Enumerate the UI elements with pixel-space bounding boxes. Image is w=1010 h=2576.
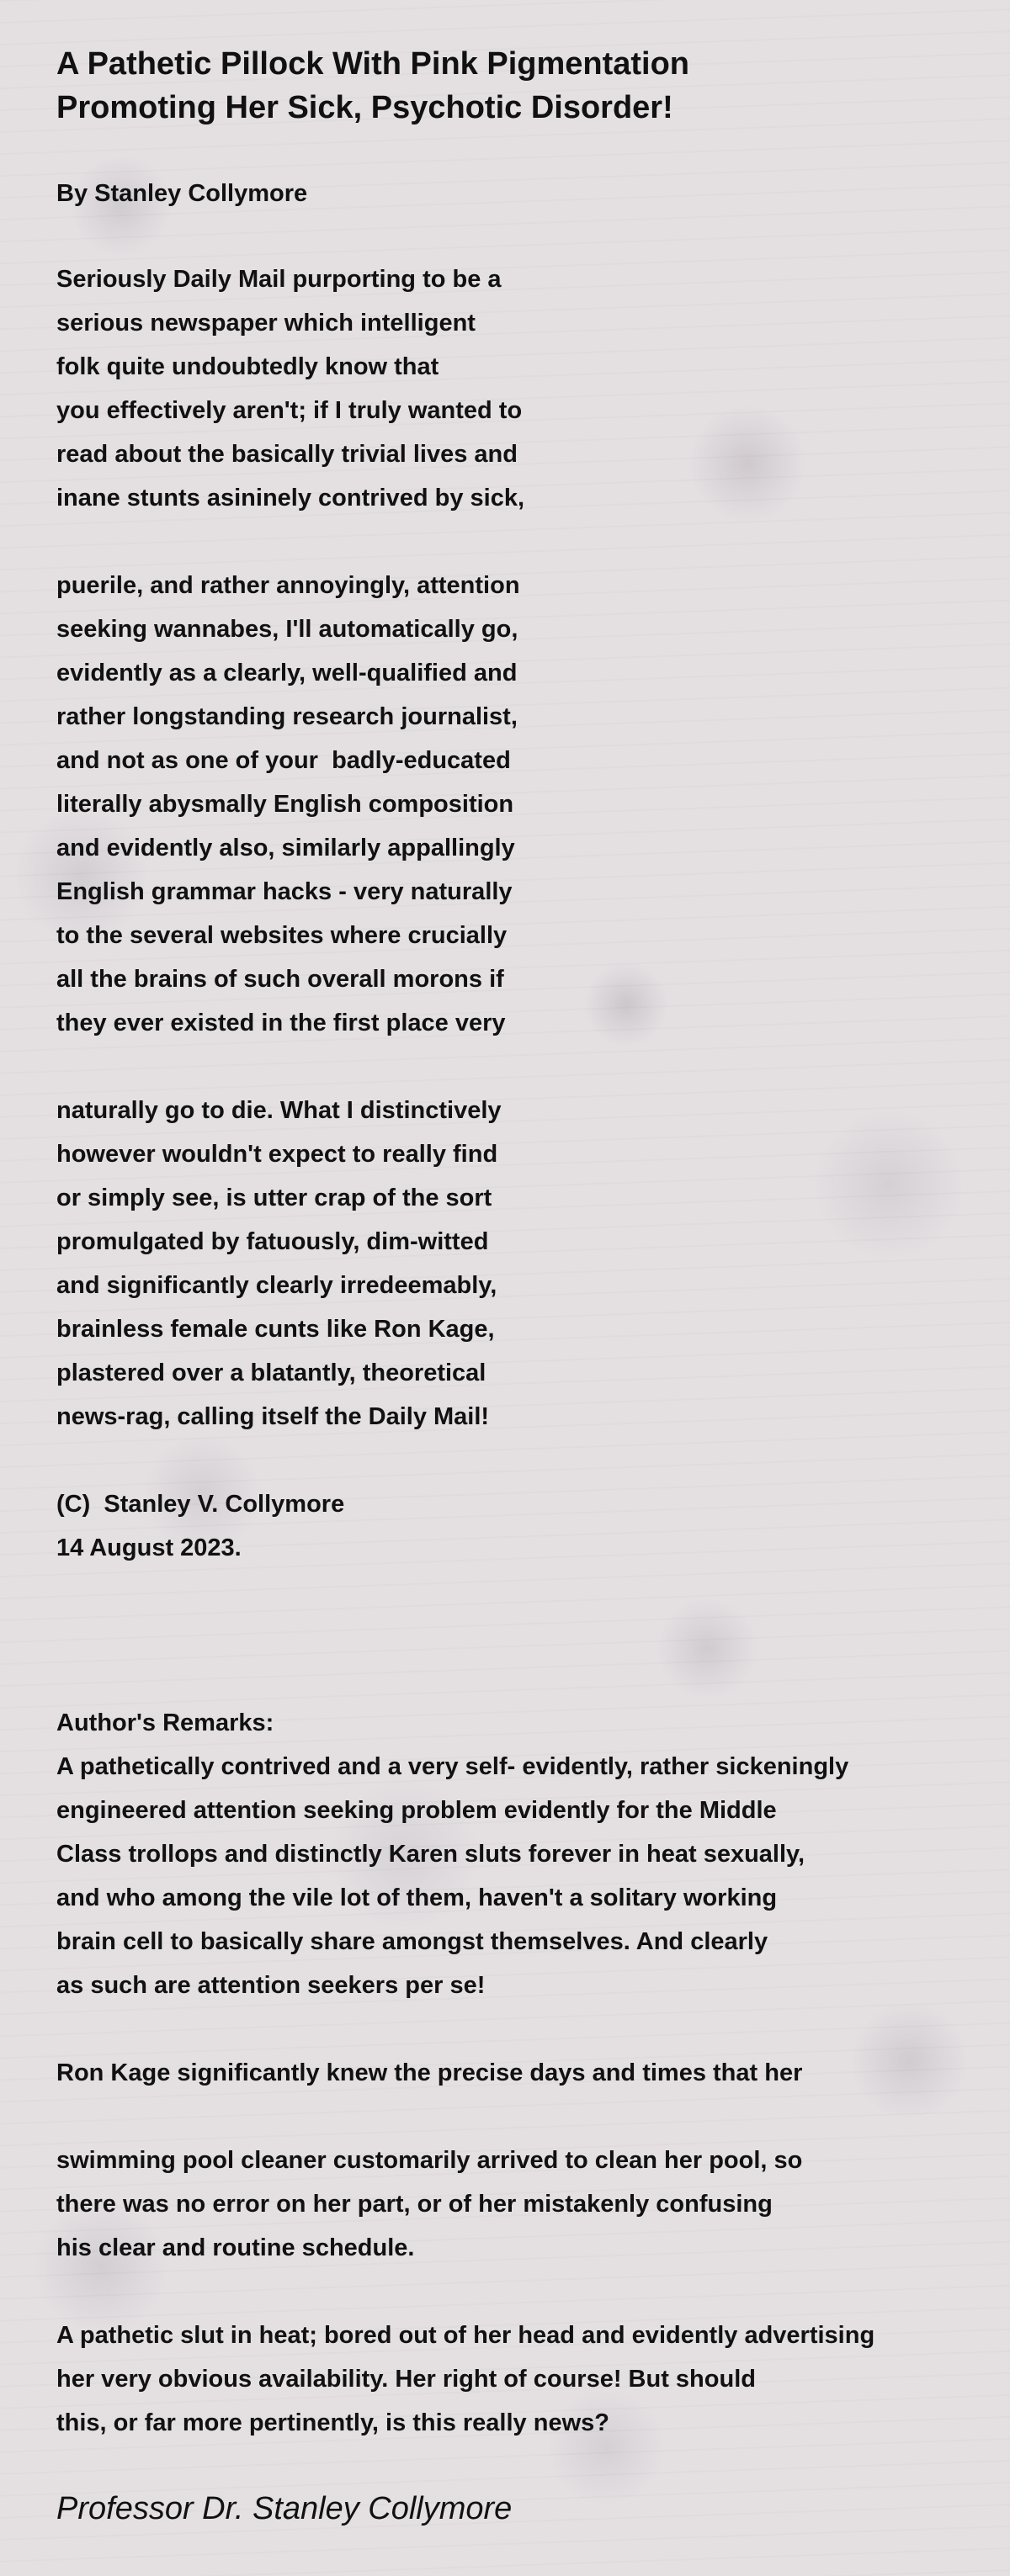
poem-line: they ever existed in the first place very	[56, 1010, 506, 1036]
poem-author: By Stanley Collymore	[56, 180, 308, 207]
poem-title	[56, 42, 991, 130]
poem-line: and significantly clearly irredeemably,	[56, 1272, 497, 1299]
remarks-line: Ron Kage significantly knew the precise days and times that her	[56, 2059, 803, 2086]
remarks-line: there was no error on her part, or of her mistakenly confusing	[56, 2191, 773, 2218]
poem-line: puerile, and rather annoyingly, attention	[56, 572, 520, 599]
poem-line: or simply see, is utter crap of the sort	[56, 1185, 492, 1211]
remarks-line: engineered attention seeking problem evidently for the Middle	[56, 1797, 777, 1824]
remarks-stanza	[56, 1701, 991, 2007]
remarks-stanza	[56, 2314, 991, 2445]
remarks-line: her very obvious availability. Her right of course! But should	[56, 2366, 756, 2393]
poem-line: rather longstanding research journalist,	[56, 703, 518, 730]
remarks-stanza	[56, 2139, 991, 2270]
poem-line: literally abysmally English composition	[56, 791, 514, 818]
author-remarks	[56, 1701, 991, 2445]
remarks-line: Class trollops and distinctly Karen sluts forever in heat sexually,	[56, 1841, 805, 1868]
remarks-line: his clear and routine schedule.	[56, 2234, 415, 2261]
poem-line: seeking wannabes, I'll automatically go,	[56, 616, 518, 643]
poem-line: inane stunts asininely contrived by sick,	[56, 485, 525, 511]
poem-line: read about the basically trivial lives and	[56, 441, 518, 468]
author-signature: Professor Dr. Stanley Collymore	[56, 2491, 513, 2526]
remarks-heading: Author's Remarks:	[56, 1709, 274, 1736]
poem-line: you effectively aren't; if I truly wanted to	[56, 397, 523, 424]
remarks-line: brain cell to basically share amongst themselves. And clearly	[56, 1928, 768, 1955]
remarks-line: this, or far more pertinently, is this really news?	[56, 2409, 609, 2436]
poem-page	[56, 42, 991, 2531]
remarks-line: A pathetically contrived and a very self- evidently, rather sickeningly	[56, 1753, 849, 1780]
poem-stanza	[56, 564, 991, 1045]
poem-line: plastered over a blatantly, theoretical	[56, 1360, 486, 1386]
poem-line: news-rag, calling itself the Daily Mail!	[56, 1403, 490, 1430]
copyright-line: (C) Stanley V. Collymore	[56, 1491, 345, 1518]
poem-line: to the several websites where crucially	[56, 922, 508, 949]
remarks-line: and who among the vile lot of them, haven't a solitary working	[56, 1884, 778, 1911]
poem-stanza	[56, 1089, 991, 1439]
remarks-stanza	[56, 2051, 991, 2095]
poem-line: evidently as a clearly, well-qualified and	[56, 660, 518, 686]
poem-line: and not as one of your badly-educated	[56, 747, 511, 774]
poem-line: all the brains of such overall morons if	[56, 966, 504, 993]
poem-line: Seriously Daily Mail purporting to be a	[56, 266, 502, 293]
poem-line: English grammar hacks - very naturally	[56, 878, 513, 905]
poem-line: naturally go to die. What I distinctively	[56, 1097, 502, 1124]
poem-stanza	[56, 257, 991, 520]
poem-line: brainless female cunts like Ron Kage,	[56, 1316, 495, 1343]
poem-line: folk quite undoubtedly know that	[56, 353, 439, 380]
date-line: 14 August 2023.	[56, 1534, 242, 1561]
poem-line: and evidently also, similarly appallingly	[56, 835, 515, 861]
poem-line: however wouldn't expect to really find	[56, 1141, 498, 1168]
remarks-line: swimming pool cleaner customarily arrived to clean her pool, so	[56, 2147, 803, 2174]
remarks-line: A pathetic slut in heat; bored out of her head and evidently advertising	[56, 2322, 875, 2349]
copyright-stanza	[56, 1482, 991, 1570]
poem-line: promulgated by fatuously, dim-witted	[56, 1228, 489, 1255]
poem-title-line: A Pathetic Pillock With Pink Pigmentation	[56, 46, 690, 82]
poem-title-line: Promoting Her Sick, Psychotic Disorder!	[56, 90, 673, 125]
poem-line: serious newspaper which intelligent	[56, 310, 476, 337]
remarks-line: as such are attention seekers per se!	[56, 1972, 486, 1999]
